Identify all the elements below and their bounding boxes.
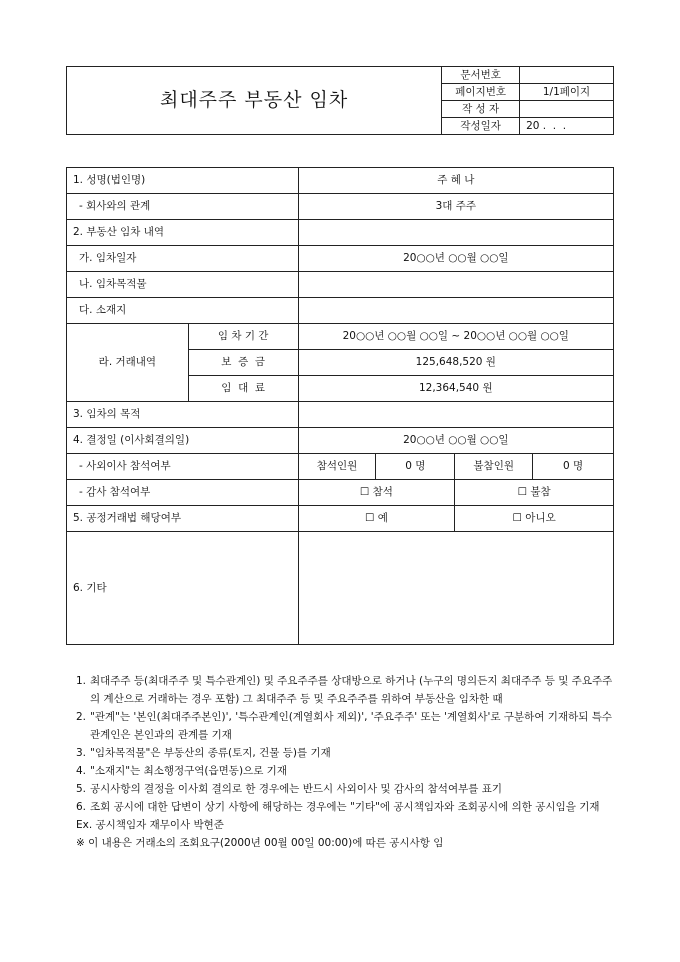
note-number: 5. xyxy=(76,783,87,795)
lease-details-label: 2. 부동산 임차 내역 xyxy=(67,220,299,246)
rent-label: 임 대 료 xyxy=(188,376,298,402)
note-number: 2. xyxy=(76,711,87,723)
transaction-label: 라. 거래내역 xyxy=(67,324,189,402)
doc-number-value xyxy=(520,67,614,84)
decision-date-label: 4. 결정일 (이사회결의일) xyxy=(67,428,299,454)
name-label: 1. 성명(법인명) xyxy=(67,168,299,194)
absent-value: 0 명 xyxy=(533,454,614,480)
footnote: ※ 이 내용은 거래소의 조회요구(2000년 00월 00일 00:00)에 따른 공시사항 임 xyxy=(76,837,444,849)
table-row xyxy=(67,402,614,428)
note-text: 조회 공시에 대한 답변이 상기 사항에 해당하는 경우에는 "기타"에 공시책임자와 조회공시에 의한 공시임을 기재 xyxy=(90,801,600,813)
disclosure-table xyxy=(66,167,614,645)
note-text: "관계"는 '본인(최대주주본인)', '특수관계인(계열회사 제외)', '주요주주' 또는 '계열회사'로 구분하여 기재하되 특수관계인은 본인과의 관계를 기재 xyxy=(90,711,612,741)
table-row xyxy=(67,480,614,506)
note-number: 1. xyxy=(76,675,87,687)
list-item xyxy=(76,780,621,798)
date-label: 작성일자 xyxy=(442,118,520,135)
note-text: "임차목적물"은 부동산의 종류(토지, 건물 등)를 기재 xyxy=(90,747,331,759)
note-number: 6. xyxy=(76,801,87,813)
table-row xyxy=(67,246,614,272)
table-row xyxy=(67,324,614,350)
purpose-label: 3. 임차의 목적 xyxy=(67,402,299,428)
deposit-value: 125,648,520 원 xyxy=(298,350,613,376)
list-item xyxy=(76,672,621,708)
note-text: 공시사항의 결정을 이사회 결의로 한 경우에는 반드시 사외이사 및 감사의 참석여부를 표기 xyxy=(90,783,503,795)
attend-value: 0 명 xyxy=(376,454,455,480)
fair-trade-label: 5. 공정거래법 해당여부 xyxy=(67,506,299,532)
attend-label: 참석인원 xyxy=(298,454,376,480)
table-row xyxy=(67,506,614,532)
period-value: 20○○년 ○○월 ○○일 ~ 20○○년 ○○월 ○○일 xyxy=(298,324,613,350)
list-item xyxy=(76,798,621,816)
lease-details-value xyxy=(298,220,613,246)
note-number: 3. xyxy=(76,747,87,759)
relation-label: - 회사와의 관계 xyxy=(67,194,299,220)
rent-value: 12,364,540 원 xyxy=(298,376,613,402)
note-number: 4. xyxy=(76,765,87,777)
fair-trade-yes-checkbox[interactable]: ☐ 예 xyxy=(298,506,455,532)
author-label: 작 성 자 xyxy=(442,101,520,118)
author-value xyxy=(520,101,614,118)
location-label: 다. 소재지 xyxy=(67,298,299,324)
note-text: "소재지"는 최소행정구역(읍면동)으로 기재 xyxy=(90,765,287,777)
other-label: 6. 기타 xyxy=(67,532,299,645)
decision-date-value: 20○○년 ○○월 ○○일 xyxy=(298,428,613,454)
absent-label: 불참인원 xyxy=(455,454,533,480)
relation-value: 3대 주주 xyxy=(298,194,613,220)
notes-section xyxy=(76,672,621,852)
note-text: 최대주주 등(최대주주 및 특수관계인) 및 주요주주를 상대방으로 하거나 (누구의 명의든지 최대주주 등 및 주요주주의 계산으로 거래하는 경우 포함) 그 최대주주 등 및 주요주주를 위하여 부동산을 임차한 때 xyxy=(90,675,613,705)
other-value xyxy=(298,532,613,645)
page-title: 최대주주 부동산 임차 xyxy=(67,67,442,135)
page-number-label: 페이지번호 xyxy=(442,84,520,101)
table-row xyxy=(67,272,614,298)
table-row xyxy=(67,168,614,194)
table-row xyxy=(67,220,614,246)
table-row xyxy=(67,454,614,480)
purpose-value xyxy=(298,402,613,428)
list-item xyxy=(76,708,621,744)
auditor-label: - 감사 참석여부 xyxy=(67,480,299,506)
header-table xyxy=(66,66,614,135)
outside-director-label: - 사외이사 참석여부 xyxy=(67,454,299,480)
doc-number-label: 문서번호 xyxy=(442,67,520,84)
auditor-absent-checkbox[interactable]: ☐ 불참 xyxy=(455,480,614,506)
lease-date-value: 20○○년 ○○월 ○○일 xyxy=(298,246,613,272)
example-line: Ex. 공시책임자 재무이사 박현준 xyxy=(76,819,224,831)
list-item xyxy=(76,762,621,780)
lease-date-label: 가. 임차일자 xyxy=(67,246,299,272)
page-number-value: 1/1페이지 xyxy=(520,84,614,101)
table-row xyxy=(67,428,614,454)
deposit-label: 보 증 금 xyxy=(188,350,298,376)
fair-trade-no-checkbox[interactable]: ☐ 아니오 xyxy=(455,506,614,532)
date-value: 20 . . . xyxy=(520,118,614,135)
period-label: 임 차 기 간 xyxy=(188,324,298,350)
lease-object-value xyxy=(298,272,613,298)
list-item xyxy=(76,744,621,762)
location-value xyxy=(298,298,613,324)
table-row xyxy=(67,298,614,324)
table-row xyxy=(67,194,614,220)
table-row xyxy=(67,532,614,645)
lease-object-label: 나. 임차목적물 xyxy=(67,272,299,298)
auditor-attend-checkbox[interactable]: ☐ 참석 xyxy=(298,480,455,506)
name-value: 주 혜 나 xyxy=(298,168,613,194)
